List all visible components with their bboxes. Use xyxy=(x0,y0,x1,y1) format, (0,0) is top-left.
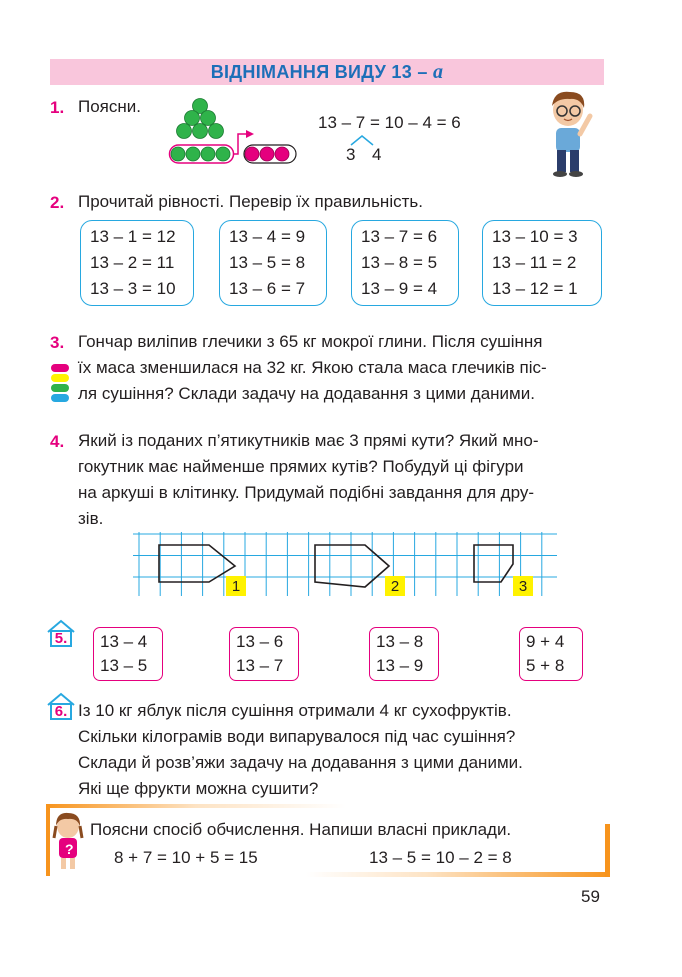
exercise-number: 3. xyxy=(50,333,65,352)
boy-illustration xyxy=(540,86,600,178)
equation-box: 13 – 10 = 3 13 – 11 = 2 13 – 12 = 1 xyxy=(482,220,602,306)
exercise-text: Гончар виліпив глечики з 65 кг мокрої глини. Після сушіння їх маса зменшилася на 32 кг. Якою стала маса глечиків піс- ля сушіння? Склади задачу на додавання з цими даними. xyxy=(78,332,547,403)
shape-label: 2 xyxy=(385,576,405,596)
pentagon-2 xyxy=(315,545,389,587)
split-part-a: 3 xyxy=(346,145,356,164)
exercise-number: 2. xyxy=(50,193,65,212)
exercise-number: 6. xyxy=(54,703,68,720)
equation-box: 13 – 1 = 12 13 – 2 = 11 13 – 3 = 10 xyxy=(80,220,194,306)
example-2: 13 – 5 = 10 – 2 = 8 xyxy=(369,848,512,867)
equation-box: 13 – 4 = 9 13 – 5 = 8 13 – 6 = 7 xyxy=(219,220,327,306)
exercise-number: 4. xyxy=(50,432,65,451)
exercise-text: Прочитай рівності. Перевір їх правильність. xyxy=(78,192,423,211)
expression-box: 13 – 8 13 – 9 xyxy=(369,627,439,681)
girl-illustration xyxy=(52,812,84,872)
page-number: 59 xyxy=(581,887,600,906)
shape-label: 3 xyxy=(513,576,533,596)
exercise-number: 5. xyxy=(54,630,68,647)
exercise-number: 1. xyxy=(50,98,65,117)
polygon-3 xyxy=(474,545,513,582)
svg-text:?: ? xyxy=(65,841,74,857)
split-part-b: 4 xyxy=(372,145,382,164)
equation-box: 13 – 7 = 6 13 – 8 = 5 13 – 9 = 4 xyxy=(351,220,459,306)
bead-illustration xyxy=(168,96,298,168)
exercise-text: Поясни. xyxy=(78,97,141,116)
expression-box: 13 – 6 13 – 7 xyxy=(229,627,299,681)
info-text: Поясни спосіб обчислення. Напиши власні приклади. xyxy=(90,820,512,839)
exercise-text: Який із поданих п’ятикутників має 3 прямі кути? Який мно- гокутник має найменше прямих кутів? Побудуй ці фігури на аркуші в клітинку. Придумай подібні завдання для дру- зів. xyxy=(78,431,539,528)
level-stack-icon xyxy=(50,362,70,408)
page-title: ВІДНІМАННЯ ВИДУ 13 – a xyxy=(210,61,444,83)
exercise-text: Із 10 кг яблук після сушіння отримали 4 кг сухофруктів. Скільки кілограмів води випарувалося під час сушіння? Склади й розв’яжи задачу на додавання з цими даними. Які ще фрукти можна сушити? xyxy=(78,701,523,798)
expression-box: 9 + 4 5 + 8 xyxy=(519,627,583,681)
expression-box: 13 – 4 13 – 5 xyxy=(93,627,163,681)
shape-grid xyxy=(133,532,563,600)
example-1: 8 + 7 = 10 + 5 = 15 xyxy=(114,848,258,867)
shape-label: 1 xyxy=(226,576,246,596)
equation: 13 – 7 = 10 – 4 = 6 xyxy=(318,113,461,132)
